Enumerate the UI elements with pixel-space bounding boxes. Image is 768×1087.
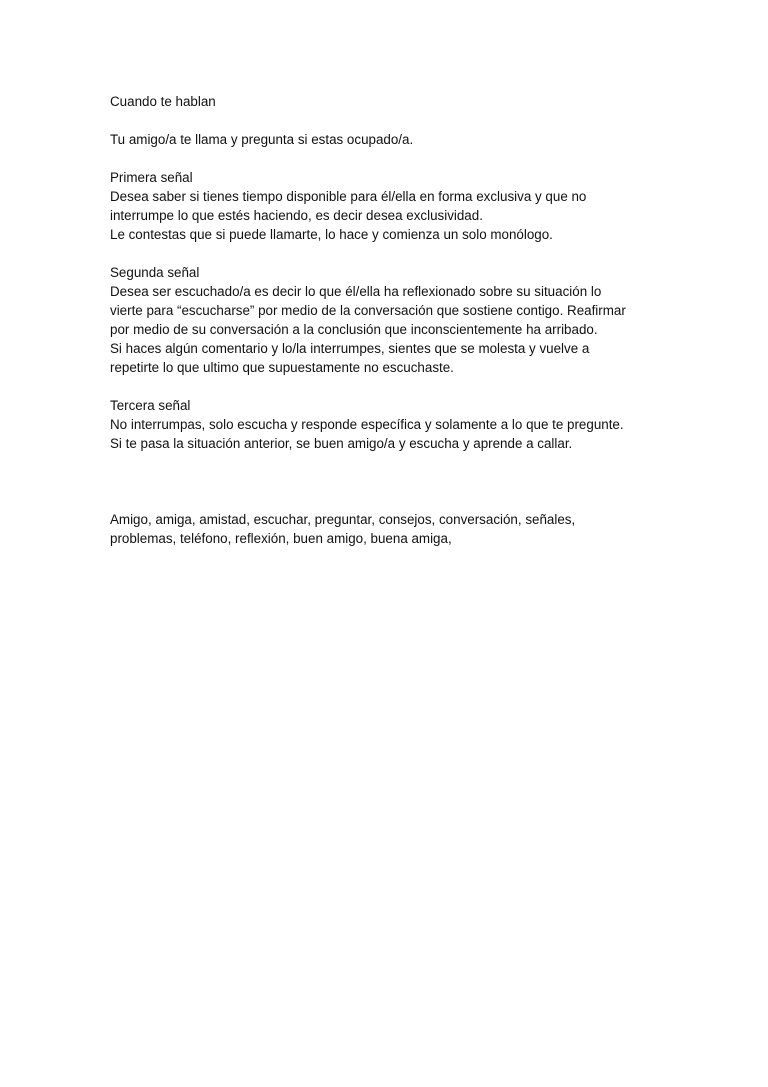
paragraph-line: Desea saber si tienes tiempo disponible para él/ella en forma exclusiva y que no	[110, 189, 587, 204]
paragraph-line: Le contestas que si puede llamarte, lo hace y comienza un solo monólogo.	[110, 227, 553, 242]
document-title: Cuando te hablan	[110, 94, 216, 109]
paragraph-line: Si te pasa la situación anterior, se buen amigo/a y escucha y aprende a callar.	[110, 436, 573, 451]
section-tercera-senal	[110, 396, 670, 453]
section-heading: Segunda señal	[110, 265, 200, 280]
keywords-block	[110, 510, 670, 548]
paragraph-line: por medio de su conversación a la conclusión que inconscientemente ha arribado.	[110, 322, 598, 337]
paragraph-line: Desea ser escuchado/a es decir lo que él/ella ha reflexionado sobre su situación lo	[110, 284, 602, 299]
paragraph-line: Si haces algún comentario y lo/la interrumpes, sientes que se molesta y vuelve a	[110, 341, 590, 356]
spacer	[110, 111, 670, 130]
paragraph-line: repetirte lo que ultimo que supuestamente no escuchaste.	[110, 360, 454, 375]
spacer	[110, 377, 670, 396]
paragraph-line: interrumpe lo que estés haciendo, es decir desea exclusividad.	[110, 208, 483, 223]
section-heading: Primera señal	[110, 170, 193, 185]
paragraph-line: No interrumpas, solo escucha y responde específica y solamente a lo que te pregunte.	[110, 417, 624, 432]
spacer	[110, 244, 670, 263]
paragraph-line: vierte para “escucharse” por medio de la conversación que sostiene contigo. Reafirmar	[110, 303, 626, 318]
spacer	[110, 453, 670, 510]
keywords-line: problemas, teléfono, reflexión, buen amigo, buena amiga,	[110, 531, 452, 546]
document-body	[110, 92, 670, 548]
keywords-line: Amigo, amiga, amistad, escuchar, preguntar, consejos, conversación, señales,	[110, 512, 576, 527]
spacer	[110, 149, 670, 168]
intro-line: Tu amigo/a te llama y pregunta si estas ocupado/a.	[110, 132, 414, 147]
section-primera-senal	[110, 168, 670, 244]
section-segunda-senal	[110, 263, 670, 377]
section-heading: Tercera señal	[110, 398, 191, 413]
